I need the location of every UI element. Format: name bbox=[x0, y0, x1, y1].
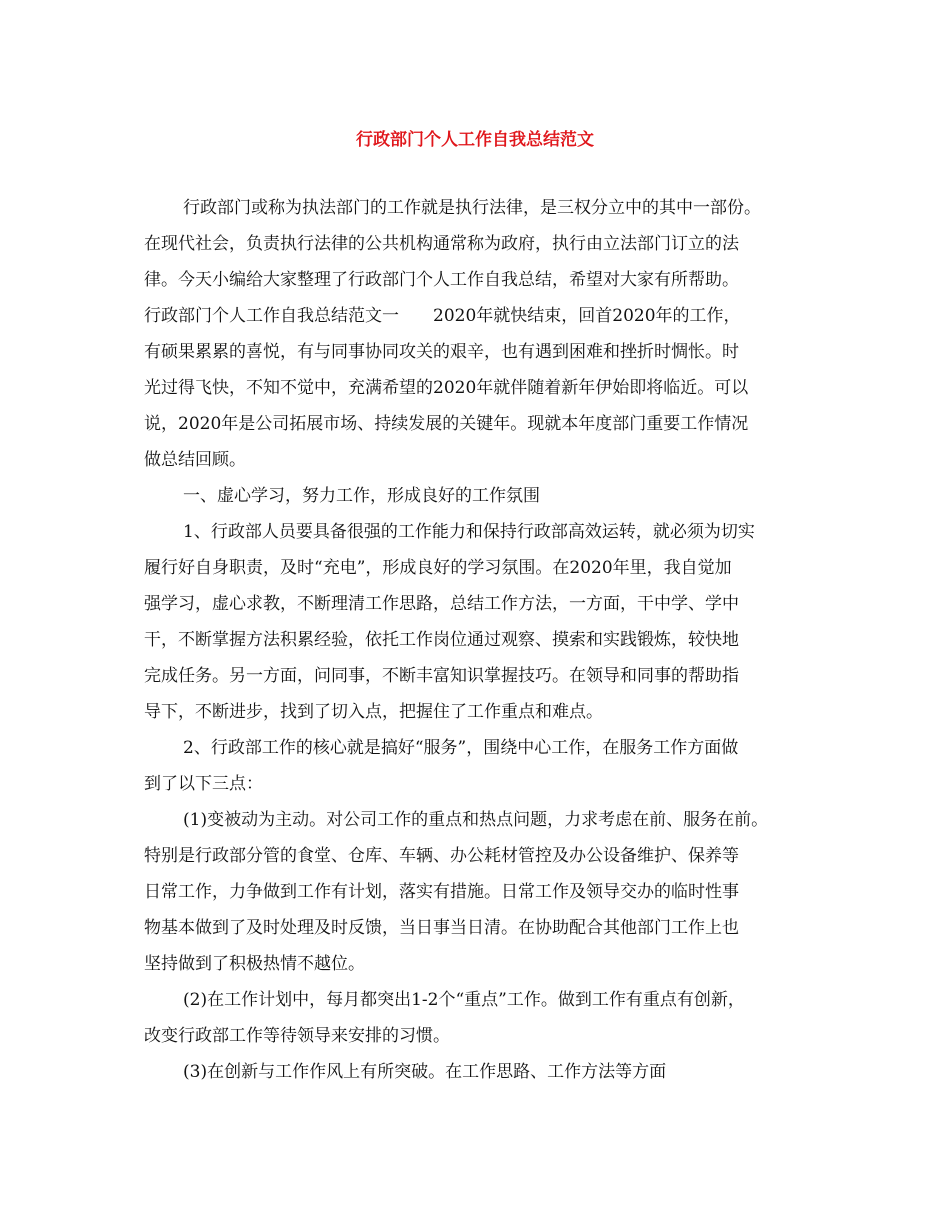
text-line: (1)变被动为主动。对公司工作的重点和热点问题，力求考虑在前、服务在前。 bbox=[183, 810, 769, 830]
text-line: 导下，不断进步，找到了切入点，把握住了工作重点和难点。 bbox=[144, 702, 603, 722]
text-line: 1、行政部人员要具备很强的工作能力和保持行政部高效运转，就必须为切实 bbox=[183, 522, 755, 542]
text-line: 改变行政部工作等待领导来安排的习惯。 bbox=[144, 1026, 450, 1046]
text-line: (3)在创新与工作作风上有所突破。在工作思路、工作方法等方面 bbox=[183, 1062, 667, 1082]
text-line: 坚持做到了积极热情不越位。 bbox=[144, 954, 365, 974]
text-line: 有硕果累累的喜悦，有与同事协同攻关的艰辛，也有遇到困难和挫折时惆怅。时 bbox=[144, 342, 739, 362]
section-heading: 一、虚心学习，努力工作，形成良好的工作氛围 bbox=[183, 486, 540, 506]
text-line: 光过得飞快，不知不觉中，充满希望的2020年就伴随着新年伊始即将临近。可以 bbox=[144, 378, 749, 398]
text-line: 做总结回顾。 bbox=[144, 450, 246, 470]
text-line: 物基本做到了及时处理及时反馈，当日事当日清。在协助配合其他部门工作上也 bbox=[144, 918, 739, 938]
text-line: 行政部门个人工作自我总结范文一 2020年就快结束，回首2020年的工作， bbox=[144, 306, 741, 326]
document-title: 行政部门个人工作自我总结范文 bbox=[356, 130, 594, 150]
text-line: 说，2020年是公司拓展市场、持续发展的关键年。现就本年度部门重要工作情况 bbox=[144, 414, 749, 434]
text-line: 强学习，虚心求教，不断理清工作思路，总结工作方法，一方面，干中学、学中 bbox=[144, 594, 739, 614]
text-line: 行政部门或称为执法部门的工作就是执行法律，是三权分立中的其中一部份。 bbox=[183, 198, 761, 218]
text-line: 到了以下三点： bbox=[144, 774, 263, 794]
text-line: 履行好自身职责，及时“充电”，形成良好的学习氛围。在2020年里，我自觉加 bbox=[144, 558, 732, 578]
text-line: 特别是行政部分管的食堂、仓库、车辆、办公耗材管控及办公设备维护、保养等 bbox=[144, 846, 739, 866]
text-line: 完成任务。另一方面，问同事，不断丰富知识掌握技巧。在领导和同事的帮助指 bbox=[144, 666, 739, 686]
text-line: 干，不断掌握方法积累经验，依托工作岗位通过观察、摸索和实践锻炼，较快地 bbox=[144, 630, 739, 650]
text-line: 日常工作，力争做到工作有计划，落实有措施。日常工作及领导交办的临时性事 bbox=[144, 882, 739, 902]
text-line: (2)在工作计划中，每月都突出1-2个“重点”工作。做到工作有重点有创新， bbox=[183, 990, 745, 1010]
text-line: 在现代社会，负责执行法律的公共机构通常称为政府，执行由立法部门订立的法 bbox=[144, 234, 739, 254]
text-line: 2、行政部工作的核心就是搞好“服务”，围绕中心工作，在服务工作方面做 bbox=[183, 738, 739, 758]
text-line: 律。今天小编给大家整理了行政部门个人工作自我总结，希望对大家有所帮助。 bbox=[144, 270, 739, 290]
